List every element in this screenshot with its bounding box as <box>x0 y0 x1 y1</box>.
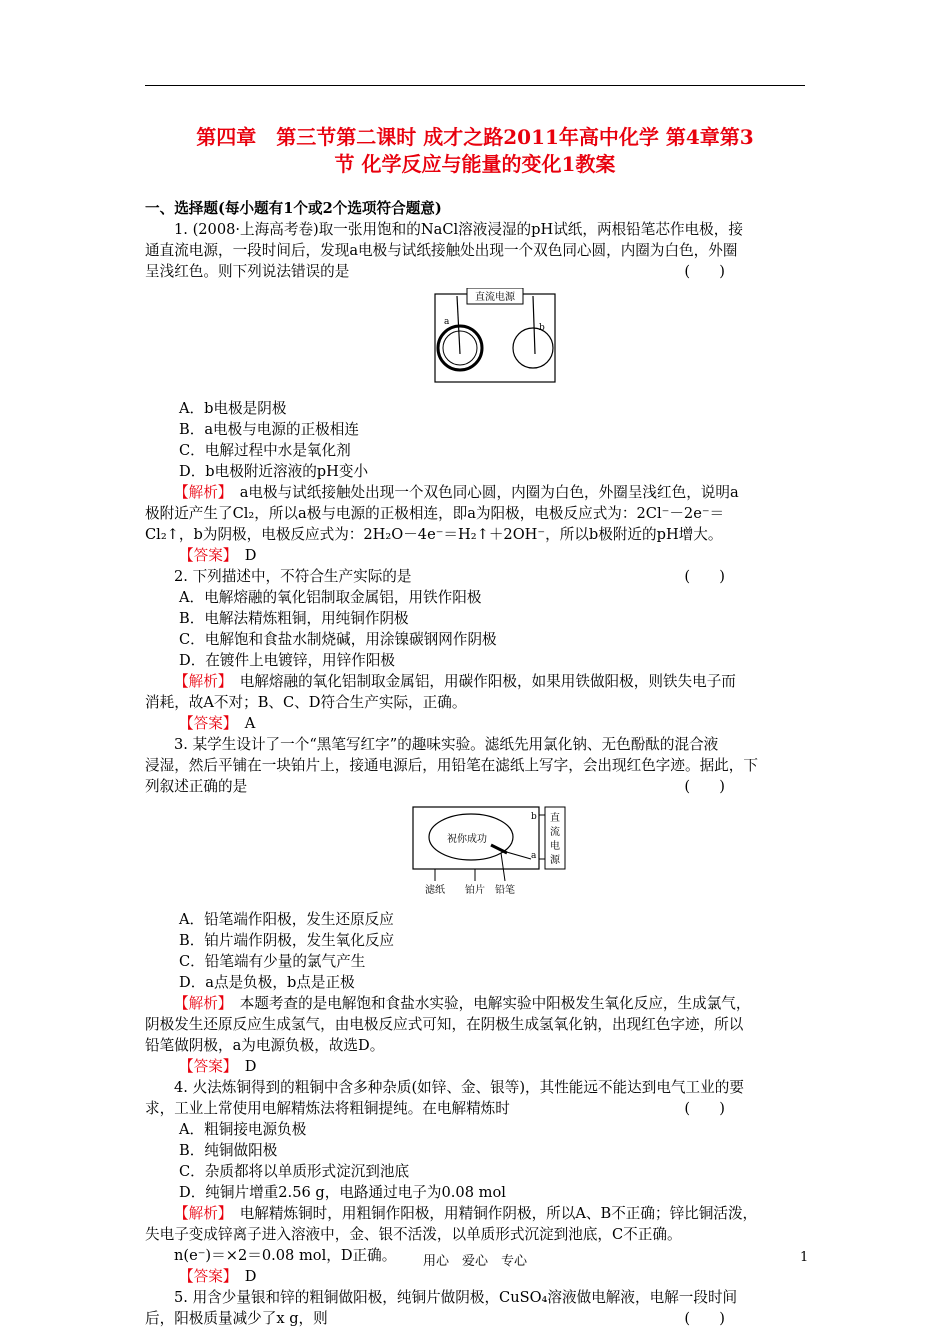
q3-answer-blank: ( ) <box>684 778 725 795</box>
q2-answer-blank: ( ) <box>684 568 725 585</box>
q1-option-b: B．a电极与电源的正极相连 <box>179 421 359 438</box>
q4-answer: D <box>244 1268 257 1285</box>
q1-option-d: D．b电极附近溶液的pH变小 <box>179 463 369 480</box>
page-title <box>145 124 805 178</box>
q4-option-c: C．杂质都将以单质形式淀沉到池底 <box>179 1163 410 1180</box>
q3-line-2: 浸湿，然后平铺在一块铂片上，接通电源后，用铅笔在滤纸上写字，会出现红色字迹。据此，下 <box>145 757 758 774</box>
q1-line-3 <box>145 261 805 282</box>
q1-figure <box>145 288 805 388</box>
q1-line-2: 通直流电源，一段时间后，发现a电极与试纸接触处出现一个双色同心圆，内圈为白色，外圈 <box>145 242 738 259</box>
q1-answer-label: 【答案】 <box>179 547 231 564</box>
q3-analysis-line-2: 阴极发生还原反应生成氢气，由电极反应式可知，在阴极生成氢氧化钠，出现红色字迹，所以 <box>145 1016 744 1033</box>
q1-analysis-line-3: Cl₂↑，b为阴极，电极反应式为：2H₂O－4e⁻＝H₂↑＋2OH⁻，所以b极附近的pH增大。 <box>145 526 723 543</box>
q1-analysis-line-2: 极附近产生了Cl₂，所以a极与电源的正极相连，即a为阳极，电极反应式为：2Cl⁻－2e⁻＝ <box>145 505 725 522</box>
q3-analysis-label: 【解析】 <box>174 995 226 1012</box>
q1-electrode-b: b <box>539 323 545 333</box>
q4-analysis-label: 【解析】 <box>174 1205 226 1222</box>
q1-option-a: A．b电极是阴极 <box>179 400 287 417</box>
q3-analysis-line-1 <box>145 993 805 1014</box>
q4-option-b: B．纯铜做阳极 <box>179 1142 278 1159</box>
q2-answer: A <box>244 715 256 732</box>
q3-line-3 <box>145 776 805 797</box>
q3-option-b: B．铂片端作阴极，发生氧化反应 <box>179 932 395 949</box>
q3-answer-line <box>145 1056 805 1077</box>
title-line-2: 节 化学反应与能量的变化1教案 <box>334 152 616 176</box>
footer-motto: 用心 爱心 专心 <box>422 1254 527 1269</box>
q1-analysis-text-1: a电极与试纸接触处出现一个双色同心圆，内圈为白色，外圈呈浅红色，说明a <box>239 484 739 501</box>
header-rule <box>145 85 805 86</box>
q2-answer-line <box>145 713 805 734</box>
q1-power-label: 直流电源 <box>475 292 515 303</box>
q1-electrolysis-diagram <box>145 288 805 388</box>
q1-answer-blank: ( ) <box>684 263 725 280</box>
q1-option-c: C．电解过程中水是氧化剂 <box>179 442 351 459</box>
q3-power-char-2: 流 <box>550 827 560 838</box>
document-body <box>145 198 805 1329</box>
q4-analysis-text-1: 电解精炼铜时，用粗铜作阳极，用精铜作阴极，所以A、B不正确；锌比铜活泼， <box>239 1205 758 1222</box>
q4-option-a: A．粗铜接电源负极 <box>179 1121 307 1138</box>
q3-center-text: 祝你成功 <box>447 834 487 845</box>
q4-analysis-line-2: 失电子变成锌离子进入溶液中，金、银不活泼，以单质形式沉淀到池底，C不正确。 <box>145 1226 682 1243</box>
q2-analysis-label: 【解析】 <box>174 673 226 690</box>
q5-line-2-text: 后，阳极质量减少了x g，则 <box>145 1310 328 1327</box>
q2-option-d: D．在镀件上电镀锌，用锌作阳极 <box>179 652 396 669</box>
q2-answer-label: 【答案】 <box>179 715 231 732</box>
page-number: 1 <box>800 1250 809 1265</box>
q4-analysis-line-1 <box>145 1203 805 1224</box>
q3-analysis-text-1: 本题考查的是电解饱和食盐水实验，电解实验中阳极发生氧化反应，生成氯气， <box>239 995 751 1012</box>
q4-line-1: 4. 火法炼铜得到的粗铜中含多种杂质(如锌、金、银等)，其性能远不能达到电气工业的要 <box>174 1079 744 1096</box>
q2-option-c: C．电解饱和食盐水制烧碱，用涂镍碳钢网作阴极 <box>179 631 497 648</box>
q2-analysis-line-2: 消耗，故A不对；B、C、D符合生产实际，正确。 <box>145 694 467 711</box>
q3-figure <box>145 803 805 899</box>
section-heading: 一、选择题(每小题有1个或2个选项符合题意) <box>145 200 442 217</box>
q3-option-c: C．铅笔端有少量的氯气产生 <box>179 953 366 970</box>
q2-option-b: B．电解法精炼粗铜，用纯铜作阴极 <box>179 610 409 627</box>
q3-terminal-b: b <box>531 812 537 822</box>
title-line-1: 第四章 第三节第二课时 成才之路2011年高中化学 第4章第3 <box>196 125 754 149</box>
q2-analysis-line-1 <box>145 671 805 692</box>
q1-analysis-label: 【解析】 <box>174 484 226 501</box>
q3-power-char-1: 直 <box>550 813 560 824</box>
q3-answer-label: 【答案】 <box>179 1058 231 1075</box>
q3-line-3-text: 列叙述正确的是 <box>145 778 248 795</box>
q1-analysis-line-1 <box>145 482 805 503</box>
q3-power-char-3: 电 <box>550 841 560 852</box>
q2-stem-text: 2. 下列描述中，不符合生产实际的是 <box>174 568 412 585</box>
q3-answer: D <box>244 1058 257 1075</box>
q3-pencil-experiment-diagram <box>145 803 805 899</box>
q4-line-2-text: 求，工业上常使用电解精炼法将粗铜提纯。在电解精炼时 <box>145 1100 510 1117</box>
q3-option-d: D．a点是负极，b点是正极 <box>179 974 355 991</box>
q5-answer-blank: ( ) <box>684 1310 725 1327</box>
q4-answer-blank: ( ) <box>684 1100 725 1117</box>
q4-answer-label: 【答案】 <box>179 1268 231 1285</box>
q1-answer: D <box>244 547 257 564</box>
q1-line-1: 1. (2008·上海高考卷)取一张用饱和的NaCl溶液浸湿的pH试纸，两根铅笔芯作电极，接 <box>174 221 743 238</box>
q3-line-1: 3. 某学生设计了一个“黑笔写红字”的趣味实验。滤纸先用氯化钠、无色酚酞的混合液 <box>174 736 719 753</box>
q3-label-platinum: 铂片 <box>465 885 485 896</box>
q4-line-2 <box>145 1098 805 1119</box>
q2-stem <box>145 566 805 587</box>
q5-line-2 <box>145 1308 805 1329</box>
q1-line-3-text: 呈浅红色。则下列说法错误的是 <box>145 263 350 280</box>
q4-answer-line <box>145 1266 805 1287</box>
q4-analysis-line-3: n(e⁻)＝×2＝0.08 mol，D正确。 <box>174 1247 397 1264</box>
q3-analysis-line-3: 铅笔做阴极，a为电源负极，故选D。 <box>145 1037 385 1054</box>
q1-answer-line <box>145 545 805 566</box>
q3-power-char-4: 源 <box>550 855 560 866</box>
q3-label-filter-paper: 滤纸 <box>425 885 445 896</box>
q4-option-d: D．纯铜片增重2.56 g，电路通过电子为0.08 mol <box>179 1184 506 1201</box>
q3-option-a: A．铅笔端作阳极，发生还原反应 <box>179 911 394 928</box>
q3-terminal-a: a <box>531 851 537 861</box>
q5-line-1: 5. 用含少量银和锌的粗铜做阳极，纯铜片做阴极，CuSO₄溶液做电解液，电解一段时间 <box>174 1289 738 1306</box>
q1-electrode-a: a <box>444 317 450 327</box>
q2-analysis-text-1: 电解熔融的氧化铝制取金属铝，用碳作阳极，如果用铁做阳极，则铁失电子而 <box>239 673 736 690</box>
q2-option-a: A．电解熔融的氧化铝制取金属铝，用铁作阳极 <box>179 589 482 606</box>
q3-label-pencil: 铅笔 <box>495 885 515 896</box>
